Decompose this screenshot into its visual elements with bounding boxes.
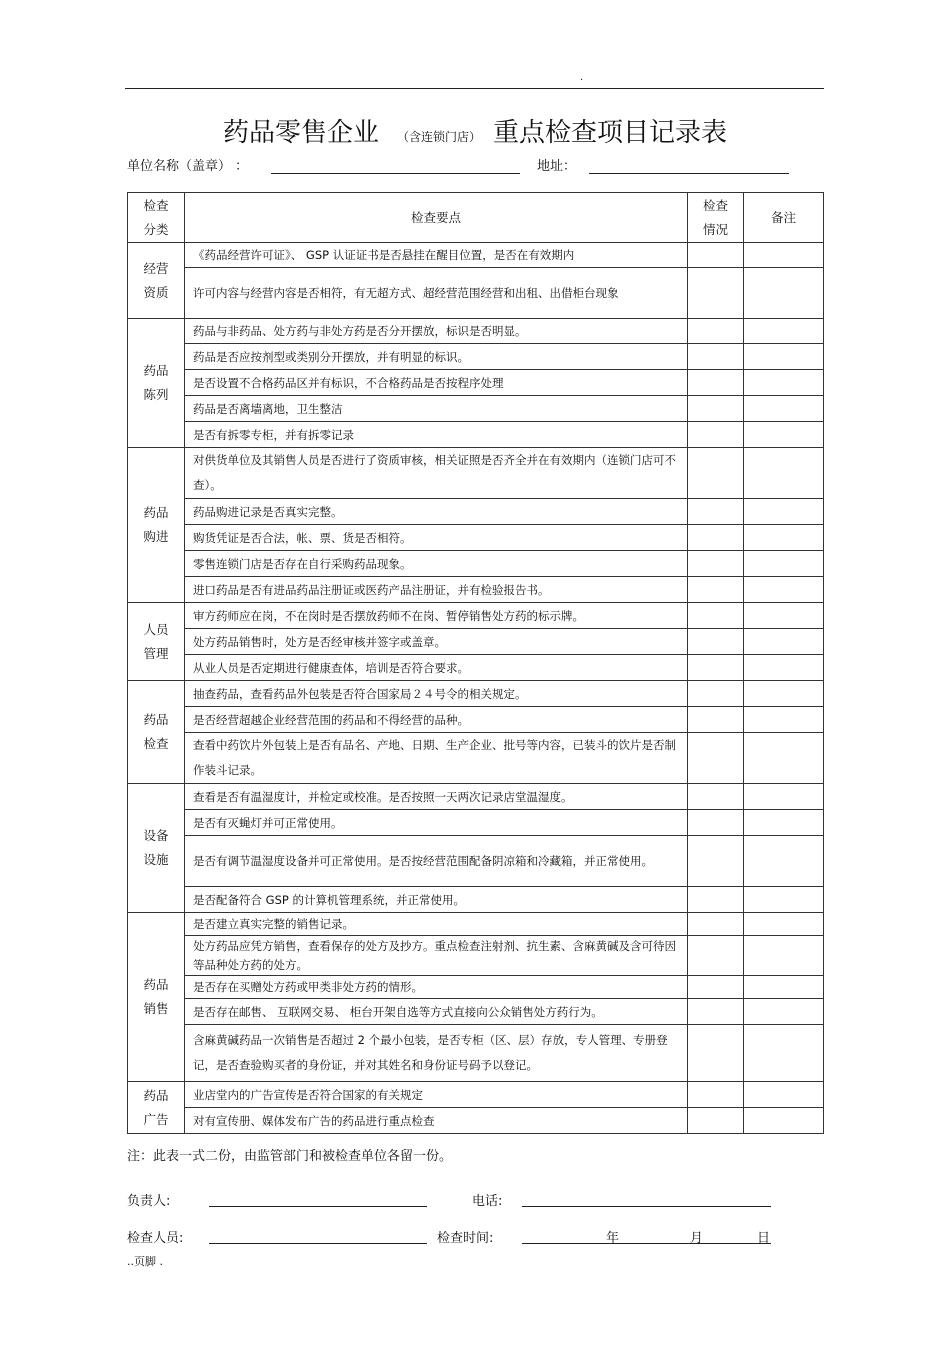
remarks-cell[interactable]: [744, 448, 824, 499]
table-row: [128, 707, 824, 733]
unit-name-label: 单位名称（盖章） ：: [127, 159, 249, 174]
check-point-cell: 是否配备符合 GSP 的计算机管理系统，并正常使用。: [185, 887, 688, 913]
status-cell[interactable]: [688, 681, 744, 707]
page-footer: ..页脚 .: [127, 1255, 163, 1268]
remarks-cell[interactable]: [744, 999, 824, 1025]
check-point-cell: 购货凭证是否合法，帐、票、货是否相符。: [185, 525, 688, 551]
header-remarks: 备注: [744, 193, 824, 243]
address-field[interactable]: [589, 173, 789, 174]
status-cell[interactable]: [688, 577, 744, 603]
status-cell[interactable]: [688, 1108, 744, 1134]
remarks-cell[interactable]: [744, 681, 824, 707]
table-row: [128, 396, 824, 422]
remarks-cell[interactable]: [744, 707, 824, 733]
table-row: [128, 370, 824, 396]
status-cell[interactable]: [688, 733, 744, 784]
table-row: [128, 603, 824, 629]
month-label: 月: [690, 1231, 704, 1246]
check-point-cell: 审方药师应在岗，不在岗时是否摆放药师不在岗、暂停销售处方药的标示牌。: [185, 603, 688, 629]
title-paren: （含连锁门店）: [396, 130, 481, 144]
check-point-cell: 《药品经营许可证》、 GSP 认证证书是否悬挂在醒目位置，是否在有效期内: [185, 243, 688, 268]
status-cell[interactable]: [688, 810, 744, 836]
table-row: [128, 629, 824, 655]
table-note: 注：此表一式二份，由监管部门和被检查单位各留一份。: [127, 1149, 453, 1164]
table-row: [128, 577, 824, 603]
check-point-cell: 对有宣传册、媒体发布广告的药品进行重点检查: [185, 1108, 688, 1134]
status-cell[interactable]: [688, 1082, 744, 1108]
day-label: 日: [757, 1231, 771, 1246]
table-row: [128, 655, 824, 681]
remarks-cell[interactable]: [744, 936, 824, 976]
remarks-cell[interactable]: [744, 551, 824, 577]
table-row: [128, 733, 824, 784]
table-row: [128, 784, 824, 810]
remarks-cell[interactable]: [744, 603, 824, 629]
header-points: 检查要点: [185, 193, 688, 243]
check-point-cell: 从业人员是否定期进行健康查体，培训是否符合要求。: [185, 655, 688, 681]
check-point-cell: 是否建立真实完整的销售记录。: [185, 913, 688, 936]
remarks-cell[interactable]: [744, 370, 824, 396]
check-point-cell: 药品是否应按剂型或类别分开摆放，并有明显的标识。: [185, 344, 688, 370]
header-dot: .: [580, 72, 584, 83]
table-row: [128, 681, 824, 707]
table-row: [128, 1082, 824, 1108]
remarks-cell[interactable]: [744, 1025, 824, 1082]
table-header-row: [128, 193, 824, 243]
category-cell: 设备设施: [128, 784, 185, 913]
check-point-cell: 零售连锁门店是否存在自行采购药品现象。: [185, 551, 688, 577]
header-status: 检查情况: [688, 193, 744, 243]
inspector-field[interactable]: [209, 1243, 427, 1244]
table-row: [128, 319, 824, 344]
table-row: [128, 887, 824, 913]
status-cell[interactable]: [688, 629, 744, 655]
remarks-cell[interactable]: [744, 976, 824, 999]
table-row: [128, 1108, 824, 1134]
remarks-cell[interactable]: [744, 913, 824, 936]
status-cell[interactable]: [688, 422, 744, 448]
status-cell[interactable]: [688, 887, 744, 913]
check-point-cell: 药品与非药品、处方药与非处方药是否分开摆放，标识是否明显。: [185, 319, 688, 344]
remarks-cell[interactable]: [744, 344, 824, 370]
table-row: [128, 1025, 824, 1082]
responsible-field[interactable]: [209, 1206, 427, 1207]
check-point-cell: 处方药品应凭方销售，查看保存的处方及抄方。重点检查注射剂、抗生素、含麻黄碱及含可待因等品种处方药的处方。: [185, 936, 688, 976]
check-point-cell: 抽查药品，查看药品外包装是否符合国家局２４号令的相关规定。: [185, 681, 688, 707]
category-cell: 药品购进: [128, 448, 185, 603]
remarks-cell[interactable]: [744, 629, 824, 655]
remarks-cell[interactable]: [744, 655, 824, 681]
category-cell: 药品陈列: [128, 319, 185, 448]
table-row: [128, 525, 824, 551]
title-main: 药品零售企业: [222, 118, 379, 148]
check-point-cell: 对供货单位及其销售人员是否进行了资质审核，相关证照是否齐全并在有效期内（连锁门店可不查）。: [185, 448, 688, 499]
remarks-cell[interactable]: [744, 525, 824, 551]
check-point-cell: 含麻黄碱药品一次销售是否超过 2 个最小包装，是否专柜（区、层）存放，专人管理、专册登记，是否查验购买者的身份证，并对其姓名和身份证号码予以登记。: [185, 1025, 688, 1082]
inspector-label: 检查人员:: [127, 1231, 184, 1246]
status-cell[interactable]: [688, 499, 744, 525]
category-cell: 经营资质: [128, 243, 185, 319]
category-cell: 人员管理: [128, 603, 185, 681]
unit-name-field[interactable]: [271, 173, 520, 174]
remarks-cell[interactable]: [744, 396, 824, 422]
table-row: [128, 810, 824, 836]
category-cell: 药品销售: [128, 913, 185, 1082]
status-cell[interactable]: [688, 976, 744, 999]
inspection-table: [127, 192, 824, 1134]
status-cell[interactable]: [688, 319, 744, 344]
remarks-cell[interactable]: [744, 268, 824, 319]
remarks-cell[interactable]: [744, 422, 824, 448]
status-cell[interactable]: [688, 396, 744, 422]
remarks-cell[interactable]: [744, 499, 824, 525]
remarks-cell[interactable]: [744, 887, 824, 913]
time-field[interactable]: [522, 1243, 771, 1244]
table-row: [128, 836, 824, 887]
status-cell[interactable]: [688, 1025, 744, 1082]
table-row: [128, 499, 824, 525]
check-point-cell: 药品是否离墙离地，卫生整洁: [185, 396, 688, 422]
check-point-cell: 查看是否有温湿度计，并检定或校准。是否按照一天两次记录店堂温湿度。: [185, 784, 688, 810]
header-rule: [125, 88, 824, 89]
status-cell[interactable]: [688, 999, 744, 1025]
title-sub: 重点检查项目记录表: [493, 118, 728, 148]
status-cell[interactable]: [688, 655, 744, 681]
category-cell: 药品广告: [128, 1082, 185, 1134]
remarks-cell[interactable]: [744, 319, 824, 344]
check-point-cell: 业店堂内的广告宣传是否符合国家的有关规定: [185, 1082, 688, 1108]
table-row: [128, 976, 824, 999]
status-cell[interactable]: [688, 707, 744, 733]
status-cell[interactable]: [688, 243, 744, 268]
address-label: 地址：: [537, 159, 577, 174]
table-row: [128, 268, 824, 319]
phone-field[interactable]: [522, 1206, 771, 1207]
responsible-label: 负责人:: [127, 1194, 171, 1209]
status-cell[interactable]: [688, 913, 744, 936]
table-row: [128, 422, 824, 448]
category-cell: 药品检查: [128, 681, 185, 784]
check-point-cell: 许可内容与经营内容是否相符，有无超方式、超经营范围经营和出租、出借柜台现象: [185, 268, 688, 319]
status-cell[interactable]: [688, 836, 744, 887]
header-category: 检查分类: [128, 193, 185, 243]
status-cell[interactable]: [688, 370, 744, 396]
remarks-cell[interactable]: [744, 836, 824, 887]
status-cell[interactable]: [688, 344, 744, 370]
table-row: [128, 344, 824, 370]
unit-row: [127, 155, 827, 175]
check-point-cell: 是否有灭蝇灯并可正常使用。: [185, 810, 688, 836]
remarks-cell[interactable]: [744, 733, 824, 784]
check-point-cell: 是否有拆零专柜，并有拆零记录: [185, 422, 688, 448]
status-cell[interactable]: [688, 525, 744, 551]
time-label: 检查时间:: [437, 1231, 494, 1246]
check-point-cell: 药品购进记录是否真实完整。: [185, 499, 688, 525]
status-cell[interactable]: [688, 268, 744, 319]
check-point-cell: 处方药品销售时，处方是否经审核并签字或盖章。: [185, 629, 688, 655]
remarks-cell[interactable]: [744, 784, 824, 810]
check-point-cell: 进口药品是否有进品药品注册证或医药产品注册证，并有检验报告书。: [185, 577, 688, 603]
remarks-cell[interactable]: [744, 810, 824, 836]
table-row: [128, 551, 824, 577]
status-cell[interactable]: [688, 603, 744, 629]
page-title: [0, 112, 950, 149]
check-point-cell: 是否存在邮售、 互联网交易、 柜台开架自选等方式直接向公众销售处方药行为。: [185, 999, 688, 1025]
status-cell[interactable]: [688, 784, 744, 810]
status-cell[interactable]: [688, 448, 744, 499]
table-row: [128, 936, 824, 976]
table-row: [128, 448, 824, 499]
remarks-cell[interactable]: [744, 577, 824, 603]
year-label: 年: [606, 1231, 620, 1246]
table-row: [128, 243, 824, 268]
check-point-cell: 查看中药饮片外包装上是否有品名、产地、日期、生产企业、批号等内容，已装斗的饮片是否制作装斗记录。: [185, 733, 688, 784]
table-row: [128, 913, 824, 936]
remarks-cell[interactable]: [744, 1082, 824, 1108]
status-cell[interactable]: [688, 936, 744, 976]
status-cell[interactable]: [688, 551, 744, 577]
check-point-cell: 是否有调节温湿度设备并可正常使用。是否按经营范围配备阴凉箱和冷藏箱，并正常使用。: [185, 836, 688, 887]
remarks-cell[interactable]: [744, 1108, 824, 1134]
phone-label: 电话:: [472, 1194, 503, 1209]
check-point-cell: 是否经营超越企业经营范围的药品和不得经营的品种。: [185, 707, 688, 733]
check-point-cell: 是否存在买赠处方药或甲类非处方药的情形。: [185, 976, 688, 999]
table-row: [128, 999, 824, 1025]
remarks-cell[interactable]: [744, 243, 824, 268]
check-point-cell: 是否设置不合格药品区并有标识，不合格药品是否按程序处理: [185, 370, 688, 396]
